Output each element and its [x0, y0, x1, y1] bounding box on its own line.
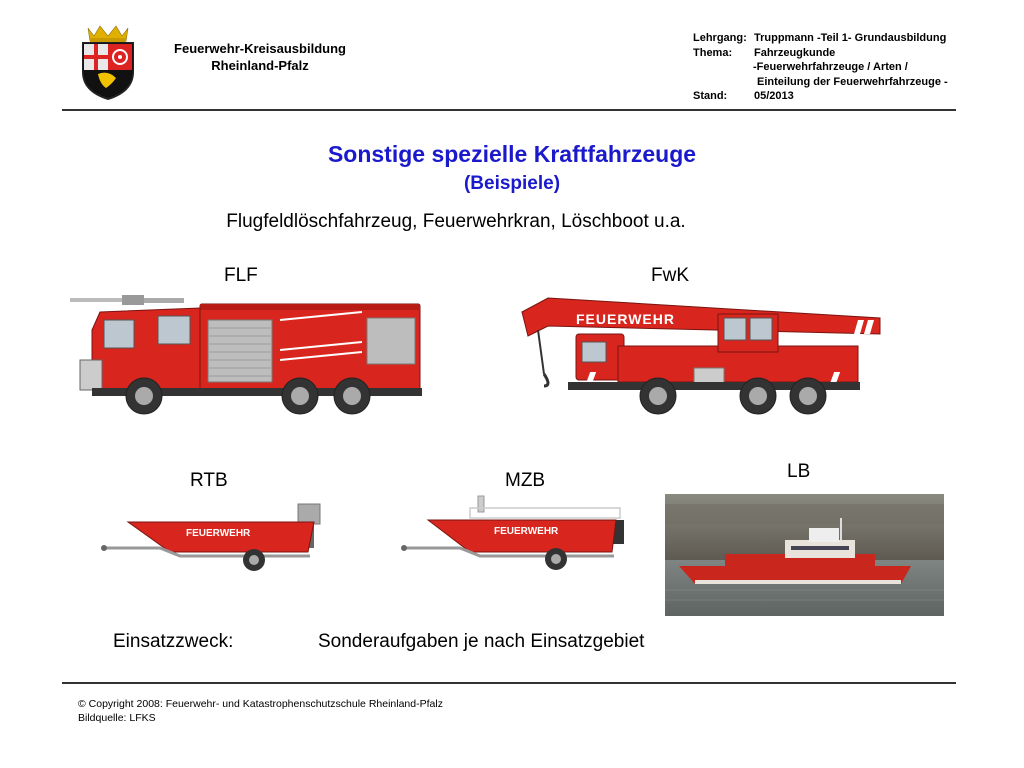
slide-title: Sonstige spezielle Kraftfahrzeuge: [327, 141, 697, 167]
lehrgang-key: Lehrgang:: [693, 32, 747, 44]
footer: [78, 697, 443, 725]
fwk-crane-image: [508, 290, 882, 424]
thema-sub-2: Einteilung der Feuerwehrfahrzeuge -: [757, 75, 948, 88]
fwk-label: FwK: [651, 265, 689, 286]
vehicle-list: Flugfeldlöschfahrzeug, Feuerwehrkran, Löschboot u.a.: [226, 211, 686, 232]
rtb-label: RTB: [190, 470, 228, 491]
purpose-value: Sonderaufgaben je nach Einsatzgebiet: [318, 631, 645, 652]
organization-name: [150, 40, 370, 74]
slide-subtitle: (Beispiele): [463, 173, 561, 194]
lb-fireboat-photo: [665, 494, 944, 616]
purpose-label: Einsatzzweck:: [113, 631, 234, 652]
header-divider: [62, 109, 956, 111]
stand-value: 05/2013: [754, 90, 794, 102]
thema-value: Fahrzeugkunde: [754, 46, 836, 59]
org-line-1: Feuerwehr-Kreisausbildung: [174, 41, 346, 56]
mzb-hull-text: FEUERWEHR: [494, 526, 559, 537]
course-meta: [693, 31, 948, 104]
rtb-hull-text: FEUERWEHR: [186, 528, 251, 539]
mzb-boat-image: [400, 494, 630, 574]
stand-key: Stand:: [693, 90, 728, 102]
copyright-text: © Copyright 2008: Feuerwehr- und Katastrophenschutzschule Rheinland-Pfalz: [78, 698, 443, 710]
coat-of-arms-logo: [76, 24, 140, 102]
rtb-boat-image: [100, 500, 326, 575]
flf-label: FLF: [224, 265, 258, 286]
lb-label: LB: [787, 461, 811, 482]
thema-key: Thema:: [693, 46, 733, 59]
flf-truck-image: [62, 290, 424, 420]
thema-sub-1: -Feuerwehrfahrzeuge / Arten /: [753, 61, 908, 73]
image-source-text: Bildquelle: LFKS: [78, 712, 156, 724]
org-line-2: Rheinland-Pfalz: [211, 58, 309, 73]
footer-divider: [62, 682, 956, 684]
mzb-label: MZB: [505, 470, 546, 491]
lehrgang-value: Truppmann -Teil 1- Grundausbildung: [754, 32, 947, 44]
crane-boom-text: FEUERWEHR: [576, 311, 675, 327]
